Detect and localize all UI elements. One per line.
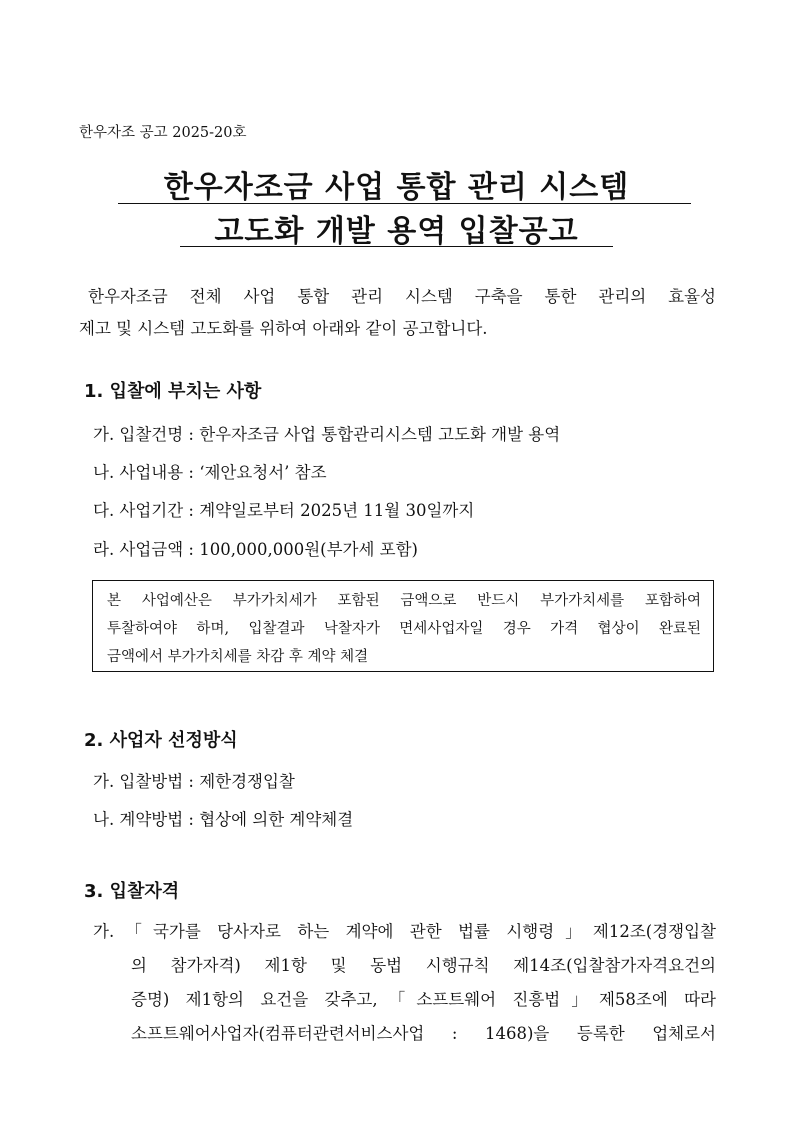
title-underline-1 — [118, 203, 691, 204]
page-title-line-2: 고도화 개발 용역 입찰공고 — [214, 214, 579, 249]
budget-note-box — [92, 580, 714, 672]
section-1-item-3: 다. 사업기간 : 계약일로부터 2025년 11월 30일까지 — [93, 501, 475, 520]
section-1-item-2: 나. 사업내용 : ‘제안요청서’ 참조 — [93, 463, 327, 482]
section-2-item-2: 나. 계약방법 : 협상에 의한 계약체결 — [93, 810, 354, 829]
section-3-item-1-line-2: 의 참가자격) 제1항 및 동법 시행규칙 제14조(입찰참가자격요건의 — [131, 956, 716, 975]
section-3-item-1-line-3: 증명) 제1항의 요건을 갖추고,「소프트웨어 진흥법」제58조에 따라 — [131, 990, 716, 1009]
page-title-line-1: 한우자조금 사업 통합 관리 시스템 — [163, 170, 630, 205]
intro-line-1: 한우자조금 전체 사업 통합 관리 시스템 구축을 통한 관리의 효율성 — [88, 287, 716, 306]
section-1-item-1: 가. 입찰건명 : 한우자조금 사업 통합관리시스템 고도화 개발 용역 — [93, 425, 561, 444]
section-1-item-4: 라. 사업금액 : 100,000,000원(부가세 포함) — [93, 540, 418, 559]
section-2-item-1: 가. 입찰방법 : 제한경쟁입찰 — [93, 772, 295, 791]
budget-note-line-2: 투찰하여야 하며, 입찰결과 낙찰자가 면세사업자일 경우 가격 협상이 완료된 — [107, 621, 701, 637]
section-3-heading: 3. 입찰자격 — [84, 881, 180, 902]
budget-note-line-3: 금액에서 부가가치세를 차감 후 계약 체결 — [107, 649, 369, 665]
section-3-item-1-line-1: 가.「국가를 당사자로 하는 계약에 관한 법률 시행령」제12조(경쟁입찰 — [93, 922, 716, 941]
section-2-heading: 2. 사업자 선정방식 — [84, 730, 238, 751]
section-1-heading: 1. 입찰에 부치는 사항 — [84, 381, 262, 402]
budget-note-line-1: 본 사업예산은 부가가치세가 포함된 금액으로 반드시 부가가치세를 포함하여 — [107, 593, 701, 609]
notice-number: 한우자조 공고 2025-20호 — [79, 125, 247, 141]
section-3-item-1-line-4: 소프트웨어사업자(컴퓨터관련서비스사업 : 1468)을 등록한 업체로서 — [131, 1024, 716, 1043]
title-underline-2 — [180, 246, 613, 247]
intro-line-2: 제고 및 시스템 고도화를 위하여 아래와 같이 공고합니다. — [79, 319, 488, 338]
